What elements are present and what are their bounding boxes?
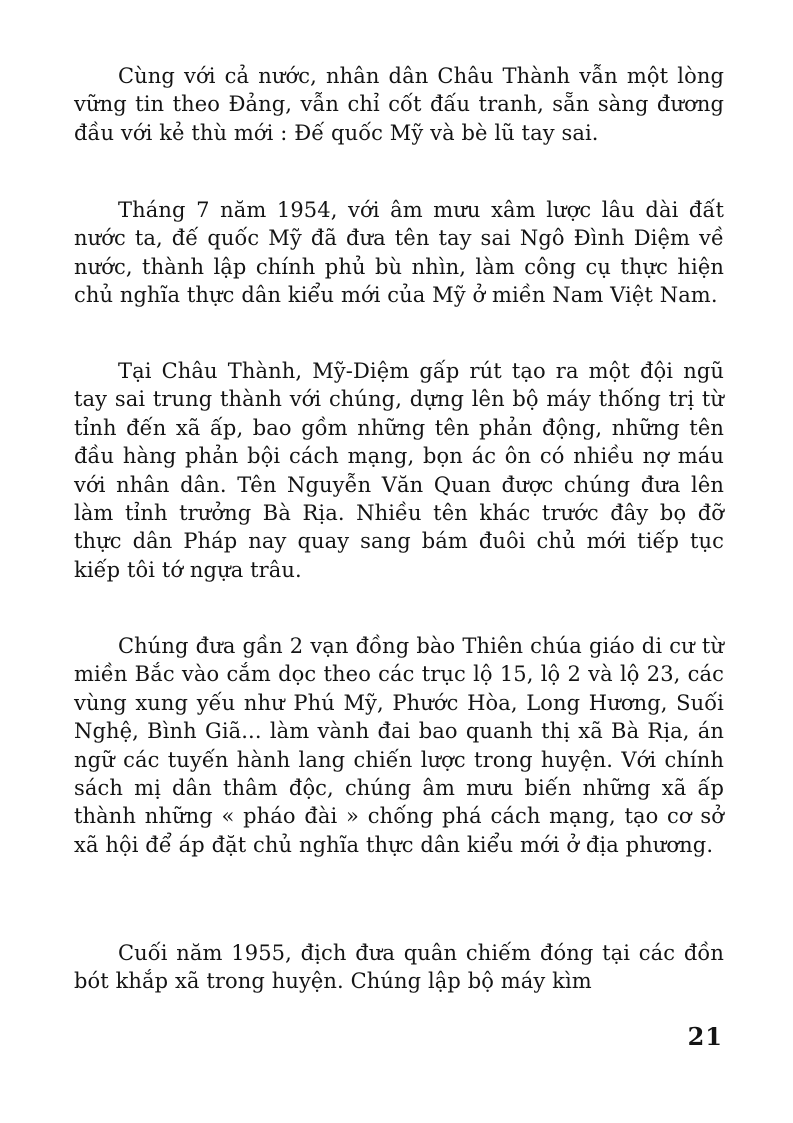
paragraph-1: Cùng với cả nước, nhân dân Châu Thành vẫn một lòng vững tin theo Đảng, vẫn chỉ cốt đấu tranh, sẵn sàng đương đầu với kẻ thù mới : Đế quốc Mỹ và bè lũ tay sai. [74,64,724,145]
paragraph-4: Chúng đưa gần 2 vạn đồng bào Thiên chúa giáo di cư từ miền Bắc vào cắm dọc theo các trục lộ 15, lộ 2 và lộ 23, các vùng xung yếu như Phú Mỹ, Phước Hòa, Long Hương, Suối Nghệ, Bình Giã... làm vành đai bao quanh thị xã Bà Rịa, án ngữ các tuyến hành lang chiến lược trong huyện. Với chính sách mị dân thâm độc, chúng âm mưu biến những xã ấp thành những « pháo đài » chống phá cách mạng, tạo cơ sở xã hội để áp đặt chủ nghĩa thực dân kiểu mới ở địa phương. [74,634,724,857]
paragraph-2: Tháng 7 năm 1954, với âm mưu xâm lược lâu dài đất nước ta, đế quốc Mỹ đã đưa tên tay sai Ngô Đình Diệm về nước, thành lập chính phủ bù nhìn, làm công cụ thực hiện chủ nghĩa thực dân kiểu mới của Mỹ ở miền Nam Việt Nam. [74,198,724,308]
paragraph-3: Tại Châu Thành, Mỹ-Diệm gấp rút tạo ra một đội ngũ tay sai trung thành với chúng, dựng lên bộ máy thống trị từ tỉnh đến xã ấp, bao gồm những tên phản động, những tên đầu hàng phản bội cách mạng, bọn ác ôn có nhiều nợ máu với nhân dân. Tên Nguyễn Văn Quan được chúng đưa lên làm tỉnh trưởng Bà Rịa. Nhiều tên khác trước đây bọ đỡ thực dân Pháp nay quay sang bám đuôi chủ mới tiếp tục kiếp tôi tớ ngựa trâu. [74,359,724,582]
page-number: 21 [687,1022,723,1051]
paragraph-5: Cuối năm 1955, địch đưa quân chiếm đóng tại các đồn bót khắp xã trong huyện. Chúng lập bộ máy kìm [74,941,724,994]
